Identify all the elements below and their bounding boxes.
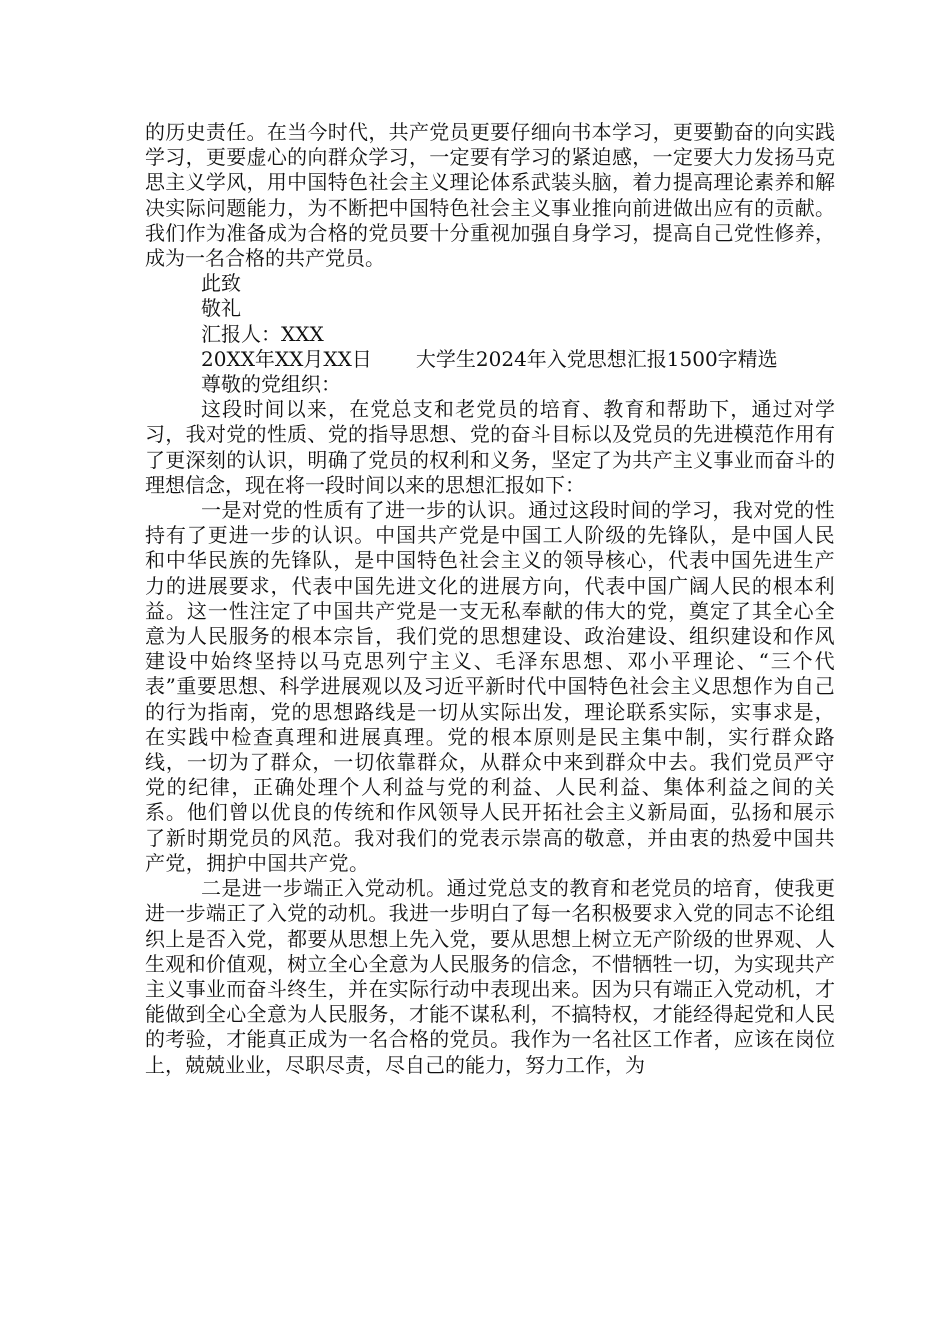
report-date: 20XX年XX月XX日 (201, 346, 372, 371)
closing-jingli: 敬礼 (201, 296, 241, 321)
next-article-title: 大学生2024年入党思想汇报1500字精选 (415, 346, 778, 371)
reporter-signature: 汇报人：XXX (201, 321, 324, 346)
document-page (145, 120, 835, 1078)
paragraph-intro: 这段时间以来，在党总支和老党员的培育、教育和帮助下，通过对学习，我对党的性质、党的指导思想、党的奋斗目标以及党员的先进模范作用有了更深刻的认识，明确了党员的权利和义务，坚定了为共产主义事业而奋斗的理想信念，现在将一段时间以来的思想汇报如下： (145, 397, 835, 497)
salutation: 尊敬的党组织： (201, 372, 341, 397)
paragraph-history-responsibility: 的历史责任。在当今时代，共产党员更要仔细向书本学习，更要勤奋的向实践学习，更要虚心的向群众学习，一定要有学习的紧迫感，一定要大力发扬马克思主义学风，用中国特色社会主义理论体系武装头脑，着力提高理论素养和解决实际问题能力，为不断把中国特色社会主义事业推向前进做出应有的贡献。我们作为准备成为合格的党员要十分重视加强自身学习，提高自己党性修养，成为一名合格的共产党员。 (145, 120, 835, 271)
date-and-next-title (145, 347, 835, 372)
paragraph-party-nature: 一是对党的性质有了进一步的认识。通过这段时间的学习，我对党的性持有了更进一步的认识。中国共产党是中国工人阶级的先锋队，是中国人民和中华民族的先锋队，是中国特色社会主义的领导核心，代表中国先进生产力的进展要求，代表中国先进文化的进展方向，代表中国广阔人民的根本利益。这一性注定了中国共产党是一支无私奉献的伟大的党，奠定了其全心全意为人民服务的根本宗旨，我们党的思想建设、政治建设、组织建设和作风建设中始终坚持以马克思列宁主义、毛泽东思想、邓小平理论、“三个代表”重要思想、科学进展观以及习近平新时代中国特色社会主义思想作为自己的行为指南，党的思想路线是一切从实际出发，理论联系实际，实事求是，在实践中检查真理和进展真理。党的根本原则是民主集中制，实行群众路线，一切为了群众，一切依靠群众，从群众中来到群众中去。我们党员严守党的纪律，正确处理个人利益与党的利益、人民利益、集体利益之间的关系。他们曾以优良的传统和作风领导人民开拓社会主义新局面，弘扬和展示了新时期党员的风范。我对我们的党表示崇高的敬意，并由衷的热爱中国共产党，拥护中国共产党。 (145, 498, 835, 875)
paragraph-party-motivation: 二是进一步端正入党动机。通过党总支的教育和老党员的培育，使我更进一步端正了入党的动机。我进一步明白了每一名积极要求入党的同志不论组织上是否入党，都要从思想上先入党，要从思想上树立无产阶级的世界观、人生观和价值观，树立全心全意为人民服务的信念，不惜牺牲一切，为实现共产主义事业而奋斗终生，并在实际行动中表现出来。因为只有端正入党动机，才能做到全心全意为人民服务，才能不谋私利，不搞特权，才能经得起党和人民的考验，才能真正成为一名合格的党员。我作为一名社区工作者，应该在岗位上，兢兢业业，尽职尽责，尽自己的能力，努力工作，为 (145, 876, 835, 1077)
closing-cizhi: 此致 (201, 271, 241, 296)
